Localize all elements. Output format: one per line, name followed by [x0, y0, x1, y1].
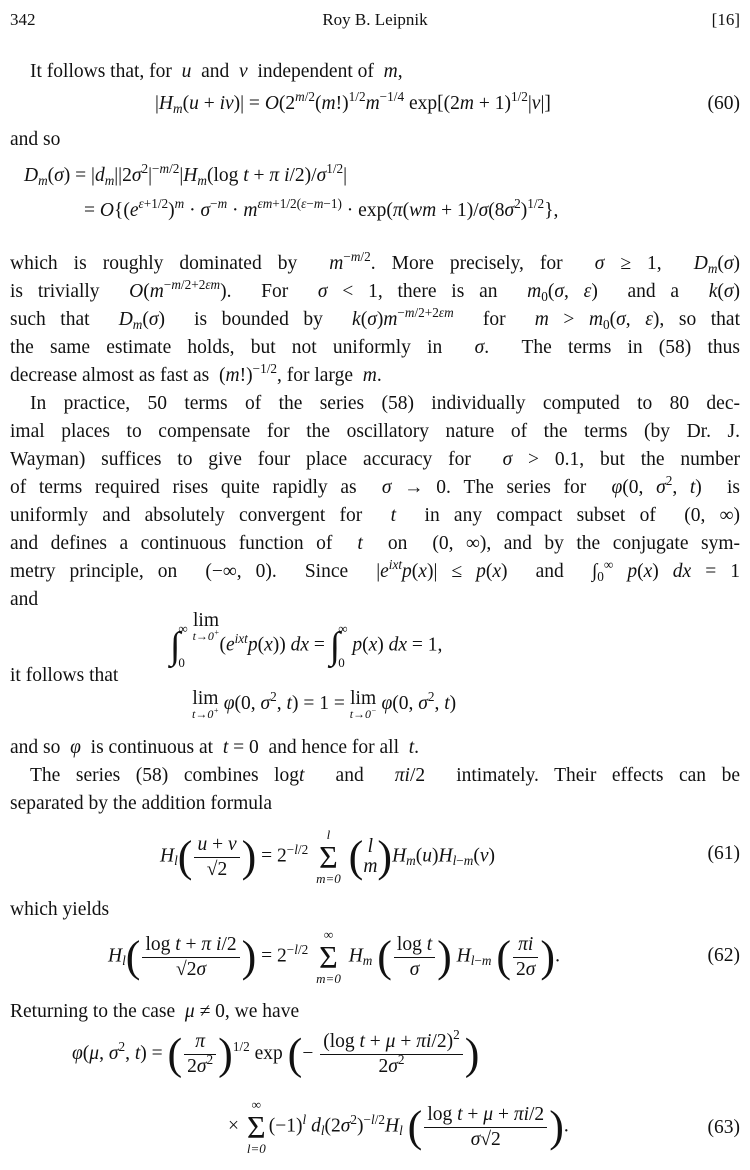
equation-number: (61): [707, 843, 740, 864]
paragraph-line: separated by the addition formula: [10, 793, 273, 814]
paragraph-line: such that $D_m(\sigma)$ is bounded by $k(\sigma)m^{-m/2+2\varepsilon m}$ for $m > m_0(\sigma$, ε), so that: [10, 305, 741, 332]
equation-Dm-line2: = $O\{(e^{\varepsilon+1/2})^m \cdot \sigma^{-m} \cdot m^{\varepsilon m+1/2(\varepsilon-m-1)} \cdot \exp(\pi(wm + 1)/\sigma(8\sigma^2)^{1/2}\}$,: [84, 196, 559, 221]
equation-63-line1: φ(μ, $\sigma^2$, t) = ( $\frac{\pi}{2\sigma^2}$ )$^{1/2}$ exp (− $\frac{(\log t + \mu + \pi i/2)^2}{2\sigma^2}$ ): [72, 1027, 480, 1079]
paragraph-line: of terms required rises quite rapidly as σ → 0. The series for φ(0, $\sigma^2$, t) is: [10, 473, 741, 498]
paragraph-line: metry principle, on (−∞, 0). Since $|e^{ixt}p(x)| \le p(x)$ and $\int_0^\infty$ p(x) dx = 1: [10, 557, 741, 584]
equation-63-line2: × ∞ Σ l=0 $(-1)^l$ $d_l(2\sigma^2)^{-l/2}H_l$ ( $\frac{\text{log t + μ + πi/2}}{\sigma√2}$ ).: [228, 1097, 569, 1156]
paragraph-line: is trivially $O(m^{-m/2+2\varepsilon m})$. For σ < 1, there is an $m_0(\sigma$, ε) and a k(σ): [10, 277, 740, 304]
paragraph-line: which yields: [10, 899, 110, 920]
paragraph-line: Wayman) suffices to give four place accuracy for σ > 0.1, but the number: [10, 449, 740, 470]
paragraph-line: Returning to the case μ ≠ 0, we have: [10, 1001, 300, 1022]
paragraph-line: It follows that, for u and v independent of m,: [30, 61, 403, 82]
equation-number: (60): [707, 93, 740, 114]
paragraph-line: The series (58) combines logt and πi/2 intimately. Their effects can be: [30, 765, 741, 786]
reference-tag: [16]: [711, 10, 740, 29]
running-author: Roy B. Leipnik: [322, 10, 428, 29]
equation-61: $H_l$( $\frac{u + v}{√2}$ ) = $2^{-l/2}$ l Σ m=0 ( l m )$H_m(u)H_{l-m}(v)$: [160, 827, 495, 886]
running-header: [10, 6, 740, 30]
paragraph-line: decrease almost as fast as $(m!)^{-1/2}$, for large m.: [10, 361, 382, 386]
paragraph-line: In practice, 50 terms of the series (58) individually computed to 80 dec-: [30, 393, 740, 414]
equation-limit: lim t→0+ φ(0, $\sigma^2$, t) = 1 = lim t→0− φ(0, $\sigma^2$, t): [192, 688, 457, 721]
paragraph-line: uniformly and absolutely convergent for t in any compact subset of (0, ∞): [10, 505, 740, 526]
paragraph-line: and so φ is continuous at t = 0 and hence for all t.: [10, 737, 420, 758]
paragraph-line: which is roughly dominated by $m^{-m/2}$. More precisely, for σ ≥ 1, $D_m(\sigma)$: [10, 249, 741, 276]
page-number: 342: [10, 10, 36, 29]
equation-number: (63): [707, 1117, 740, 1138]
paragraph-line: imal places to compensate for the oscillatory nature of the terms (by Dr. J.: [10, 421, 740, 442]
equation-62: $H_l$( $\frac{\text{log t + π i/2}}{√2\sigma}$ ) = $2^{-l/2}$ ∞ Σ m=0 $H_m$ ( $\frac{\text{log t}}{\sigma}$ ) $H_{l-m}$ ( $\frac{\pi i}{2\sigma}$ ).: [108, 927, 560, 986]
equation-Dm-line1: $D_m(\sigma) = |d_m||2\sigma^2|^{-m/2}|H_m(\log$ t + π $i/2)/\sigma^{1/2}|$: [24, 161, 348, 188]
equation-60: $|H_m(u + iv)| = O(2^{m/2}(m!)^{1/2}m^{-1/4}$ $\exp[(2m + 1)^{1/2}|v|]$: [155, 89, 551, 116]
paragraph-line: and so: [10, 129, 61, 150]
paragraph-line: it follows that: [10, 665, 119, 686]
paragraph-line: and: [10, 589, 39, 610]
paragraph-line: the same estimate holds, but not uniformly in σ. The terms in (58) thus: [10, 337, 740, 358]
equation-number: (62): [707, 945, 740, 966]
paragraph-line: and defines a continuous function of t on (0, ∞), and by the conjugate sym-: [10, 533, 740, 554]
equation-integral: ∫ ∞ 0 lim t→0+ $(e^{ixt}p(x))$ dx = ∫ ∞ 0 p(x) dx = 1,: [170, 610, 443, 670]
